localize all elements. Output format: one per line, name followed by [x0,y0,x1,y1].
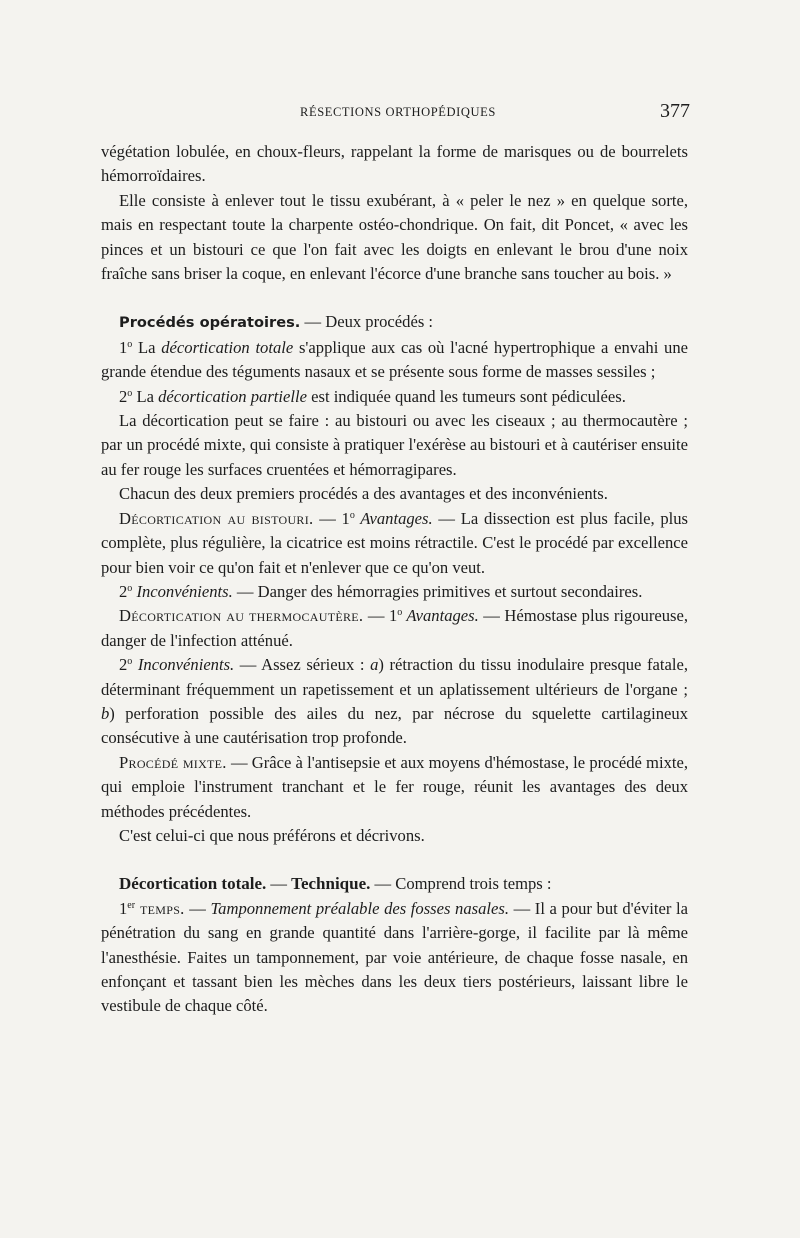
paragraph-decortication-partielle [101,385,688,409]
ordinal-mark: o [349,509,355,521]
small-caps-heading: Procédé mixte. [119,752,227,772]
paragraph-thermocautere-avantages [101,604,688,653]
paragraph-technique [101,872,688,896]
paragraph-bistouri-avantages [101,507,688,580]
paragraph-text: — Deux procédés : [300,312,434,332]
paragraph-bistouri-inconvenients [101,580,688,604]
section-subheading: Technique. [291,874,371,894]
paragraph-text: — [266,874,292,894]
body-text [101,140,688,1019]
paragraph-advantages-intro: Chacun des deux premiers procédés a des avantages et des inconvénients. [119,484,608,504]
small-caps-heading: Décortication au bistouri. [119,508,314,528]
paragraph-text: — [184,898,211,918]
paragraph-text: — 1 [313,508,350,528]
paragraph-text: — Grâce à l'antisepsie et aux moyens d'hémostase, le procédé mixte, qui emploie l'instrument tranchant et le fer rouge, réunit les avantages des deux méthodes précédentes. [101,752,688,821]
italic-term: Inconvénients. [132,581,233,601]
page-number: 377 [660,100,690,122]
paragraph-text: — Danger des hémorragies primitives et surtout secondaires. [232,581,643,601]
list-number: 2 [119,655,128,675]
list-number: 2 [119,581,128,601]
italic-term: Avantages. [354,508,433,528]
list-number: 1 [119,898,128,918]
section-heading: Décortication totale. [119,874,267,894]
ordinal-mark: o [397,607,403,619]
paragraph-text: — 1 [363,606,398,626]
small-caps-heading: temps. [135,898,185,918]
paragraph-procede-mixte [101,751,688,824]
paragraph-1: végétation lobulée, en choux-fleurs, rappelant la forme de marisques ou de bourrelets hémorroïdaires. [101,142,688,186]
section-gap [101,286,688,310]
italic-term: Tamponnement préalable des fosses nasales. [210,898,509,918]
italic-term: décortication totale [161,337,294,357]
running-head [100,100,696,128]
ordinal-mark: o [127,582,133,594]
paragraph-text: s'applique aux cas où l'acné hypertrophique a envahi une grande étendue des téguments nasaux et se présente sous forme de masses sessiles ; [101,337,688,382]
small-caps-heading: Décortication au thermocautère. [119,606,364,626]
paragraph-text: — Il a pour but d'éviter la pénétration du sang en grande quantité dans l'arrière-gorge, il facilite par là même l'anesthésie. Faites un tamponnement, par voie antérieure, de chaque fosse nasale, en enfonçant et tassant bien les mèches dans les deux tiers postérieurs, laissant libre le vestibule de chaque côté. [101,898,689,1016]
paragraph-text: La [132,386,159,406]
paragraph-text: est indiquée quand les tumeurs sont pédiculées. [306,386,626,406]
paragraph-thermocautere-inconvenients [101,653,688,751]
paragraph-text: ) rétraction du tissu inodulaire presque fatale, déterminant fréquemment un rapetissement et un aplatissement ultérieurs de l'organe ; [101,655,689,699]
section-gap [101,848,688,872]
paragraph-text: — Assez sérieux : [234,655,371,675]
running-title: RÉSECTIONS ORTHOPÉDIQUES [300,105,496,119]
paragraph-text: — Hémostase plus rigoureuse, danger de l'infection atténué. [101,606,688,650]
paragraph-text: ) perforation possible des ailes du nez, par nécrose du squelette cartilagineux consécutive à une cautérisation trop profonde. [101,703,688,748]
list-number: 1 [119,337,128,357]
paragraph-preference: C'est celui-ci que nous préférons et décrivons. [119,825,425,845]
italic-term: Avantages. [402,606,479,626]
ordinal-mark: o [127,656,133,668]
paragraph-text: — La dissection est plus facile, plus complète, plus régulière, la cicatrice est moins rétractile. C'est le procédé par excellence pour bien voir ce qu'on fait et n'enlever que ce qu'on veut. [101,508,689,577]
paragraph-premier-temps [101,897,688,1019]
italic-letter: a [370,655,379,675]
ordinal-mark: er [127,899,136,911]
paragraph-text: — Comprend trois temps : [370,874,552,894]
paragraph-procedes [101,310,688,335]
paragraph-methods: La décortication peut se faire : au bistouri ou avec les ciseaux ; au thermocautère ; par un procédé mixte, qui consiste à pratiquer l'exérèse au bistouri et à cautériser ensuite au fer rouge les surfaces cruentées et hémorragipares. [101,411,688,479]
italic-term: Inconvénients. [132,655,235,675]
ordinal-mark: o [127,338,133,350]
list-number: 2 [119,386,128,406]
paragraph-2: Elle consiste à enlever tout le tissu exubérant, à « peler le nez » en quelque sorte, mais en respectant toute la charpente ostéo-chondrique. On fait, dit Poncet, « avec les pinces et un bistouri ce que l'on fait avec les doigts en enlevant le brou d'une noix fraîche sans briser la coque, en enlevant l'écorce d'une branche sans toucher au bois. » [101,190,688,284]
section-heading: Procédés opératoires. [119,314,301,332]
paragraph-decortication-totale [101,336,688,385]
italic-letter: b [101,703,110,723]
italic-term: décortication partielle [158,386,307,406]
paragraph-text: La [132,337,162,357]
ordinal-mark: o [127,387,133,399]
